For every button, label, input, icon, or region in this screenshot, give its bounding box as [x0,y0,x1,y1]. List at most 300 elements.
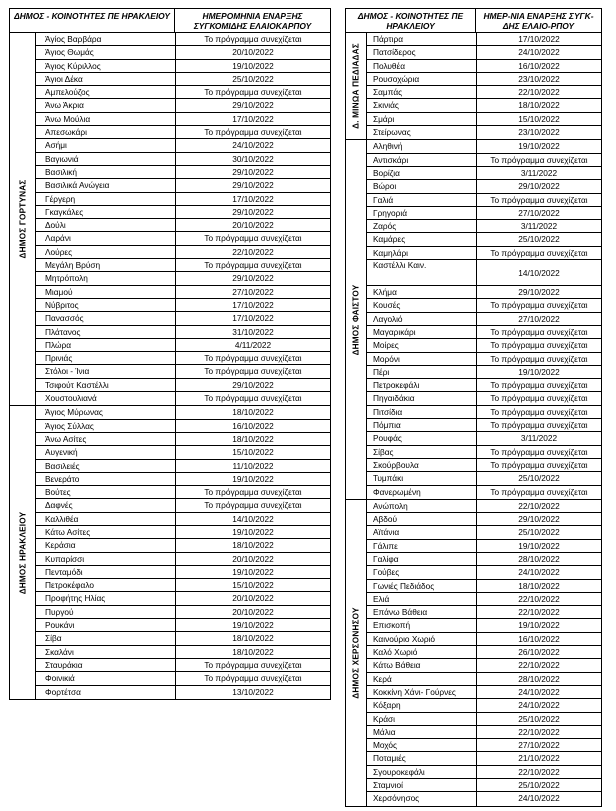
community-name: Σίβας [367,446,477,458]
community-name: Στόλοι - Ίνια [36,365,176,377]
community-name: Ρουκάνι [36,619,176,631]
table-row [36,579,330,592]
harvest-start-date: 20/10/2022 [232,606,274,617]
harvest-start-date: 25/10/2022 [232,73,274,84]
harvest-start-date: 17/10/2022 [518,34,560,44]
community-name: Άγίος Βαρβάρα [36,33,176,45]
table-row [36,259,330,272]
community-name: Σκινιάς [367,99,477,111]
table-row [36,513,330,526]
table-row [367,73,601,86]
harvest-start-date: Το πρόγραμμα συνεχίζεται [204,34,302,44]
table-row [36,286,330,299]
table-row [36,433,330,446]
community-name: Σταυράκια [36,659,176,671]
community-name: Σμάρι [367,113,477,125]
table-row [367,99,601,112]
community-name: Πετροκέφαλο [36,579,176,591]
community-name: Σίβα [36,632,176,644]
table-row [36,73,330,86]
community-name: Πετροκεφάλι [367,379,477,391]
table-row [367,726,601,739]
harvest-start-date: 31/10/2022 [232,326,274,337]
harvest-start-date: Το πρόγραμμα συνεχίζεται [490,459,588,470]
harvest-start-date: 19/10/2022 [518,540,560,551]
table-row [367,566,601,579]
community-name: Πάρτιρα [367,33,477,45]
community-name: Προφήτης Ηλίας [36,592,176,604]
table-row [36,299,330,312]
table-row [367,432,601,445]
harvest-start-date: 3/11/2022 [520,167,558,178]
harvest-start-date: 22/10/2022 [518,660,560,671]
municipality-label [346,500,367,806]
table-row [367,353,601,366]
harvest-start-date: 3/11/2022 [520,433,558,444]
table-row [367,553,601,566]
community-name: Άγιος Σύλλας [36,420,176,432]
community-name: Αβδού [367,513,477,525]
municipality-name: ΔΗΜΟΣ ΦΑΙΣΤΟΥ [351,284,361,355]
table-row [367,326,601,339]
community-rows [36,33,330,405]
community-name: Τυμπάκι [367,472,477,484]
community-name: Βώροι [367,180,477,192]
community-name: Κλήμα [367,286,477,298]
table-row [367,446,601,459]
table-row [367,260,601,286]
harvest-start-date: Το πρόγραμμα συνεχίζεται [490,380,588,391]
harvest-start-date: Το πρόγραμμα συνεχίζεται [490,406,588,417]
harvest-start-date: 18/10/2022 [232,407,274,418]
harvest-start-date: Το πρόγραμμα συνεχίζεται [204,366,302,377]
harvest-start-date: 24/10/2022 [232,140,274,151]
community-name: Άγιος Μύρωνας [36,406,176,418]
community-name: Πλώρα [36,339,176,351]
harvest-start-date: 19/10/2022 [232,473,274,484]
community-name: Αϊτάνια [367,526,477,538]
table-row [367,486,601,499]
table-row [367,752,601,765]
table-row [36,486,330,499]
harvest-start-date: 16/10/2022 [518,633,560,644]
table-row [367,459,601,472]
harvest-start-date: Το πρόγραμμα συνεχίζεται [204,127,302,138]
community-name: Καλλιθέα [36,513,176,525]
table-row [36,460,330,473]
harvest-start-date: 29/10/2022 [232,206,274,217]
table-row [367,33,601,46]
harvest-start-date: 18/10/2022 [232,633,274,644]
harvest-start-date: Το πρόγραμμα συνεχίζεται [490,486,588,497]
harvest-start-date: 29/10/2022 [518,181,560,192]
table-row [367,313,601,326]
community-name: Αληθινή [367,140,477,152]
community-name: Πανασσός [36,312,176,324]
community-name: Κοκκίνη Χάνι- Γούρνες [367,686,477,698]
community-name: Γούβες [367,566,477,578]
municipality-group [346,33,601,140]
harvest-start-date: Το πρόγραμμα συνεχίζεται [204,659,302,670]
community-name: Ασήμι [36,139,176,151]
community-name: Αμπελούζος [36,86,176,98]
table-row [36,33,330,46]
community-name: Φανερωμένη [367,486,477,499]
harvest-start-date: 13/10/2022 [232,686,274,697]
community-name: Βασιλικά Ανώγεια [36,179,176,191]
community-name: Πενταμόδι [36,566,176,578]
harvest-start-date: 28/10/2022 [518,553,560,564]
table-row [367,686,601,699]
right-table-body [346,33,601,806]
harvest-start-date: 20/10/2022 [232,593,274,604]
table-row [36,553,330,566]
community-name: Κερά [367,673,477,685]
table-row [36,406,330,419]
table-row [36,473,330,486]
community-name: Δούλι [36,219,176,231]
left-schedule-table [9,8,331,700]
community-name: Σκαλάνι [36,646,176,658]
table-row [367,513,601,526]
harvest-start-date: Το πρόγραμμα συνεχίζεται [490,300,588,311]
harvest-start-date: Το πρόγραμμα συνεχίζεται [490,393,588,404]
community-rows [367,140,601,498]
harvest-start-date: 25/10/2022 [518,780,560,791]
harvest-start-date: 15/10/2022 [518,113,560,124]
harvest-start-date: 24/10/2022 [518,700,560,711]
community-name: Πυργού [36,606,176,618]
table-row [36,232,330,245]
community-name: Μεγάλη Βρύση [36,259,176,271]
harvest-start-date: 18/10/2022 [518,580,560,591]
community-rows [367,500,601,806]
harvest-start-date: 27/10/2022 [232,286,274,297]
harvest-start-date: 18/10/2022 [232,433,274,444]
community-name: Μάλια [367,726,477,738]
community-name: Πλάτανος [36,326,176,338]
harvest-start-date: Το πρόγραμμα συνεχίζεται [204,500,302,511]
table-row [36,539,330,552]
community-name: Φορτέτσα [36,686,176,699]
harvest-start-date: 29/10/2022 [232,166,274,177]
community-name: Ρουσοχώρια [367,73,477,85]
community-name: Πολυθέα [367,60,477,72]
community-name: Γωνιές Πεδιάδος [367,580,477,592]
harvest-start-date: Το πρόγραμμα συνεχίζεται [490,247,588,258]
community-name: Άνω Άκρια [36,99,176,111]
community-name: Γαλίφα [367,553,477,565]
community-name: Μητρόπολη [36,272,176,284]
table-row [367,659,601,672]
harvest-start-date: 25/10/2022 [518,527,560,538]
table-row [367,207,601,220]
table-row [36,139,330,152]
harvest-start-date: 15/10/2022 [232,580,274,591]
community-name: Ανώπολη [367,500,477,512]
community-name: Άνω Ασίτες [36,433,176,445]
municipality-label [346,140,367,498]
left-table-body [10,33,330,699]
table-row [36,365,330,378]
community-name: Πρινιάς [36,352,176,364]
harvest-start-date: 19/10/2022 [518,366,560,377]
community-name: Λαράνι [36,232,176,244]
community-name: Σγουροκεφάλι [367,766,477,778]
table-row [367,606,601,619]
community-name: Βασιλειές [36,460,176,472]
left-table-header [10,9,330,33]
community-name: Αυγενική [36,446,176,458]
table-row [367,619,601,632]
harvest-start-date: 29/10/2022 [232,379,274,390]
table-row [367,60,601,73]
community-name: Βαγιωνιά [36,153,176,165]
harvest-start-date: 19/10/2022 [518,620,560,631]
harvest-start-date: 23/10/2022 [518,73,560,84]
table-row [36,113,330,126]
table-row [367,699,601,712]
harvest-start-date: Το πρόγραμμα συνεχίζεται [490,446,588,457]
harvest-start-date: 18/10/2022 [232,540,274,551]
table-row [36,60,330,73]
table-row [367,339,601,352]
table-row [367,233,601,246]
harvest-start-date: 29/10/2022 [518,287,560,298]
harvest-start-date: 24/10/2022 [518,567,560,578]
table-row [36,246,330,259]
table-row [367,286,601,299]
table-row [367,113,601,126]
community-name: Στείρωνας [367,126,477,139]
harvest-start-date: 17/10/2022 [232,313,274,324]
table-row [367,86,601,99]
left-header-start-date: ΗΜΕΡΟΜΗΝΙΑ ΕΝΑΡΞΗΣ ΣΥΓΚΟΜΙΔΗΣ ΕΛΑΙΟΚΑΡΠΟΥ [193,11,312,31]
right-table-header [346,9,601,33]
community-name: Χουστουλιανά [36,392,176,405]
harvest-start-date: 17/10/2022 [232,193,274,204]
community-name: Μιαμού [36,286,176,298]
harvest-start-date: 4/11/2022 [234,339,272,350]
harvest-start-date: 18/10/2022 [232,646,274,657]
community-name: Βασιλική [36,166,176,178]
community-name: Κάτω Ασίτες [36,526,176,538]
harvest-start-date: 19/10/2022 [518,141,560,152]
table-row [36,420,330,433]
right-header-start-date: ΗΜΕΡ-ΝΙΑ ΕΝΑΡΞΗΣ ΣΥΓΚ-ΔΗΣ ΕΛΑΙΟ-ΡΠΟΥ [483,11,594,31]
community-name: Νύβριτος [36,299,176,311]
community-name: Άγιος Θωμάς [36,46,176,58]
table-row [36,566,330,579]
municipality-label [10,406,36,699]
harvest-start-date: Το πρόγραμμα συνεχίζεται [204,87,302,98]
harvest-start-date: 16/10/2022 [232,420,274,431]
community-name: Άγιος Κύριλλος [36,60,176,72]
community-rows [36,406,330,699]
harvest-start-date: 25/10/2022 [518,473,560,484]
harvest-start-date: Το πρόγραμμα συνεχίζεται [204,233,302,244]
community-name: Επάνω Βάθεια [367,606,477,618]
table-row [36,46,330,59]
table-row [367,419,601,432]
table-row [36,499,330,512]
harvest-start-date: 29/10/2022 [518,514,560,525]
table-row [36,446,330,459]
table-row [367,673,601,686]
harvest-start-date: 19/10/2022 [232,60,274,71]
community-name: Πέρι [367,366,477,378]
community-rows [367,33,601,139]
table-row [367,220,601,233]
harvest-start-date: 22/10/2022 [232,246,274,257]
table-row [367,713,601,726]
community-name: Επισκοπή [367,619,477,631]
harvest-start-date: Το πρόγραμμα συνεχίζεται [490,353,588,364]
table-row [36,206,330,219]
community-name: Μοίρες [367,339,477,351]
harvest-start-date: 20/10/2022 [232,47,274,58]
municipality-name: Δ. ΜΙΝΩΑ ΠΕΔΙΑΔΑΣ [351,43,361,130]
harvest-start-date: 26/10/2022 [518,647,560,658]
harvest-start-date: 27/10/2022 [518,313,560,324]
harvest-start-date: 29/10/2022 [232,180,274,191]
harvest-start-date: 14/10/2022 [518,268,560,279]
harvest-start-date: 16/10/2022 [518,60,560,71]
table-row [36,592,330,605]
table-row [36,86,330,99]
community-name: Καστέλλι Καιν. [367,260,477,285]
harvest-start-date: 22/10/2022 [518,766,560,777]
table-row [367,792,601,805]
table-row [367,180,601,193]
municipality-group [10,406,330,699]
table-row [36,326,330,339]
table-row [367,766,601,779]
harvest-start-date: 29/10/2022 [232,100,274,111]
harvest-start-date: 27/10/2022 [518,740,560,751]
harvest-start-date: 22/10/2022 [518,87,560,98]
municipality-name: ΔΗΜΟΣ ΗΡΑΚΛΕΙΟΥ [18,511,27,594]
harvest-start-date: 15/10/2022 [232,447,274,458]
table-row [367,247,601,260]
harvest-start-date: 20/10/2022 [232,220,274,231]
community-name: Λούρες [36,246,176,258]
table-row [367,194,601,207]
harvest-start-date: 23/10/2022 [518,127,560,138]
municipality-label [10,33,36,405]
table-row [367,140,601,153]
community-name: Κεράσια [36,539,176,551]
community-name: Δαφνές [36,499,176,511]
table-row [367,472,601,485]
community-name: Αντισκάρι [367,154,477,166]
harvest-start-date: 17/10/2022 [232,299,274,310]
community-name: Σταμνιοί [367,779,477,791]
municipality-label [346,33,367,139]
harvest-start-date: 3/11/2022 [520,221,558,232]
table-row [367,126,601,139]
table-row [367,593,601,606]
community-name: Κυπαρίσσι [36,553,176,565]
table-row [36,193,330,206]
table-row [36,392,330,405]
table-row [36,153,330,166]
harvest-start-date: Το πρόγραμμα συνεχίζεται [490,340,588,351]
community-name: Γκαγκάλες [36,206,176,218]
harvest-start-date: 22/10/2022 [518,607,560,618]
harvest-start-date: Το πρόγραμμα συνεχίζεται [204,487,302,498]
table-row [367,646,601,659]
municipality-group [10,33,330,406]
table-row [367,392,601,405]
harvest-start-date: Το πρόγραμμα συνεχίζεται [490,194,588,205]
table-row [367,379,601,392]
harvest-start-date: 19/10/2022 [232,566,274,577]
table-row [36,339,330,352]
harvest-start-date: 21/10/2022 [518,753,560,764]
community-name: Κράσι [367,713,477,725]
community-name: Πόμπια [367,419,477,431]
harvest-start-date: Το πρόγραμμα συνεχίζεται [490,420,588,431]
table-row [367,46,601,59]
table-row [367,366,601,379]
harvest-start-date: 28/10/2022 [518,673,560,684]
harvest-start-date: Το πρόγραμμα συνεχίζεται [204,673,302,684]
community-name: Κάτω Βάθεια [367,659,477,671]
table-row [36,606,330,619]
community-name: Καλό Χωριό [367,646,477,658]
table-row [367,167,601,180]
harvest-start-date: 27/10/2022 [518,207,560,218]
community-name: Φοινικιά [36,672,176,684]
table-row [36,632,330,645]
harvest-start-date: 30/10/2022 [232,153,274,164]
community-name: Ποταμιές [367,752,477,764]
community-name: Λαγολιό [367,313,477,325]
community-name: Βορίζια [367,167,477,179]
community-name: Μορόνι [367,353,477,365]
harvest-start-date: 24/10/2022 [518,47,560,58]
community-name: Μαγαρικάρι [367,326,477,338]
harvest-start-date: 19/10/2022 [232,526,274,537]
table-row [367,540,601,553]
table-row [36,659,330,672]
table-row [36,272,330,285]
community-name: Καμάρες [367,233,477,245]
table-row [36,379,330,392]
table-row [36,686,330,699]
community-name: Καμηλάρι [367,247,477,259]
harvest-start-date: 24/10/2022 [518,793,560,804]
community-name: Άγιοι Δέκα [36,73,176,85]
municipality-name: ΔΗΜΟΣ ΧΕΡΣΟΝΗΣΟΥ [351,607,361,699]
right-schedule-table [345,8,602,807]
table-row [36,126,330,139]
table-row [367,526,601,539]
harvest-start-date: Το πρόγραμμα συνεχίζεται [204,393,302,404]
table-row [367,739,601,752]
community-name: Καινούριο Χωριό [367,633,477,645]
community-name: Ζαρός [367,220,477,232]
harvest-start-date: 24/10/2022 [518,686,560,697]
community-name: Χερσόνησος [367,792,477,805]
harvest-start-date: 11/10/2022 [232,460,274,471]
community-name: Κουσές [367,299,477,311]
harvest-start-date: Το πρόγραμμα συνεχίζεται [204,260,302,271]
community-name: Γαλιά [367,194,477,206]
harvest-start-date: Το πρόγραμμα συνεχίζεται [490,326,588,337]
community-name: Τσιφούτ Καστέλλι [36,379,176,391]
